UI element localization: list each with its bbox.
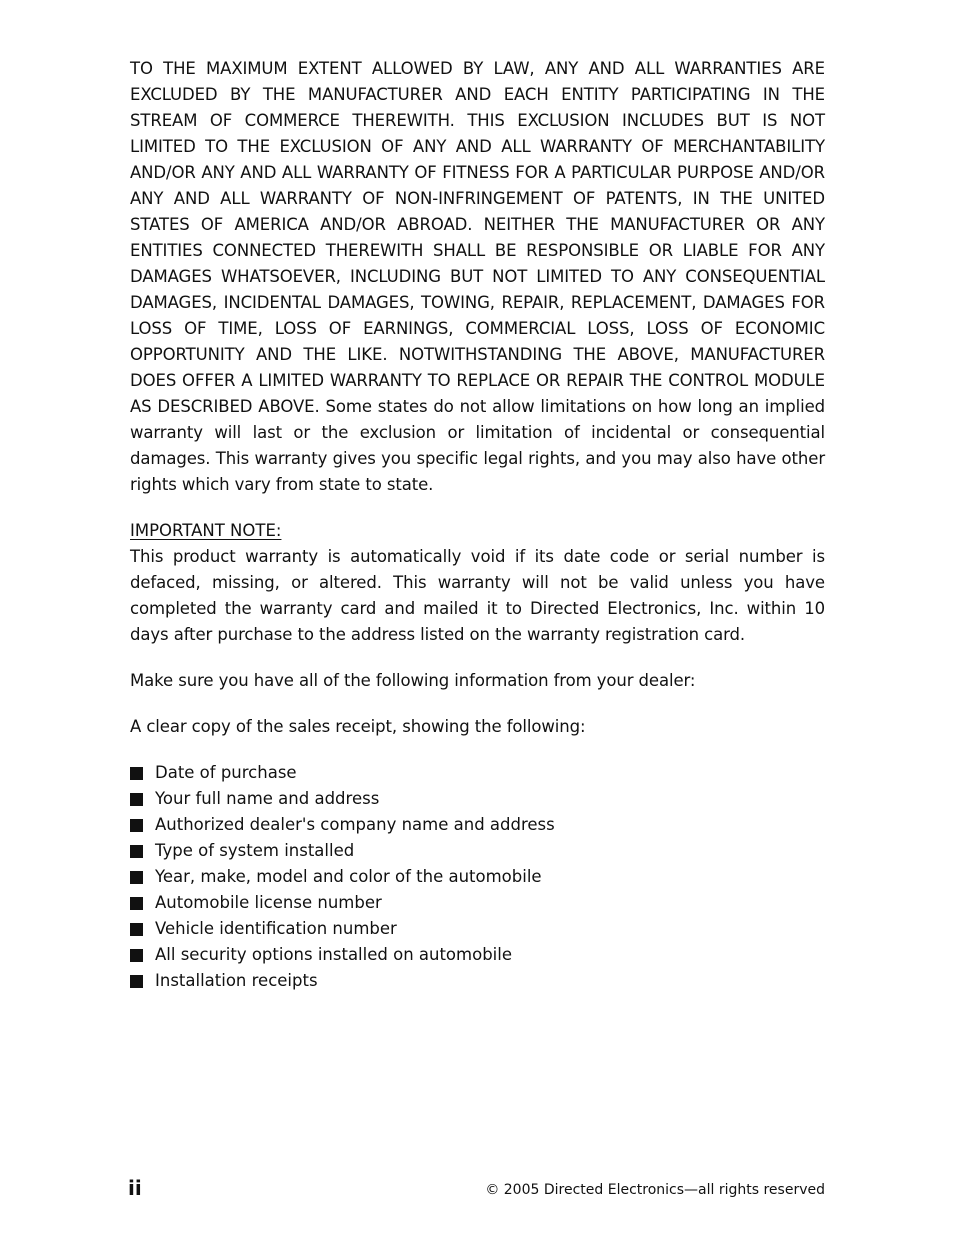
page-number: ii — [128, 1176, 142, 1200]
list-item — [130, 968, 825, 994]
list-item-label: Vehicle identification number — [155, 919, 397, 938]
list-item — [130, 864, 825, 890]
list-item — [130, 916, 825, 942]
square-bullet-icon — [130, 897, 143, 910]
receipt-checklist — [130, 760, 825, 994]
square-bullet-icon — [130, 871, 143, 884]
square-bullet-icon — [130, 819, 143, 832]
copyright-notice: © 2005 Directed Electronics—all rights reserved — [485, 1182, 825, 1198]
list-item-label: Installation receipts — [155, 971, 318, 990]
list-item-label: All security options installed on automobile — [155, 945, 512, 964]
dealer-info-paragraph: Make sure you have all of the following information from your dealer: — [130, 671, 696, 690]
list-item-label: Your full name and address — [155, 789, 380, 808]
square-bullet-icon — [130, 793, 143, 806]
list-item — [130, 942, 825, 968]
list-item-label: Automobile license number — [155, 893, 382, 912]
list-item — [130, 838, 825, 864]
receipt-intro-paragraph: A clear copy of the sales receipt, showing the following: — [130, 717, 586, 736]
important-note-heading: IMPORTANT NOTE: — [130, 521, 282, 540]
important-note-body: This product warranty is automatically void if its date code or serial number is defaced, missing, or altered. This warranty will not be valid unless you have completed the warranty card and mailed it to Directed Electronics, Inc. within 10 days after purchase to the address listed on the warranty registration card. — [130, 547, 825, 644]
square-bullet-icon — [130, 975, 143, 988]
page-content — [130, 56, 825, 994]
list-item — [130, 786, 825, 812]
list-item-label: Authorized dealer's company name and address — [155, 815, 555, 834]
square-bullet-icon — [130, 845, 143, 858]
list-item-label: Date of purchase — [155, 763, 297, 782]
list-item — [130, 760, 825, 786]
square-bullet-icon — [130, 923, 143, 936]
square-bullet-icon — [130, 767, 143, 780]
list-item-label: Year, make, model and color of the automobile — [155, 867, 542, 886]
list-item — [130, 890, 825, 916]
square-bullet-icon — [130, 949, 143, 962]
list-item-label: Type of system installed — [155, 841, 355, 860]
list-item — [130, 812, 825, 838]
warranty-exclusion-paragraph: TO THE MAXIMUM EXTENT ALLOWED BY LAW, ANY AND ALL WARRANTIES ARE EXCLUDED BY THE MANUFACTURER AND EACH ENTITY PARTICIPATING IN THE STREAM OF COMMERCE THEREWITH. THIS EXCLUSION INCLUDES BUT IS NOT LIMITED TO THE EXCLUSION OF ANY AND ALL WARRANTY OF MERCHANTABILITY AND/OR ANY AND ALL WARRANTY OF FITNESS FOR A PARTICULAR PURPOSE AND/OR ANY AND ALL WARRANTY OF NON-INFRINGEMENT OF PATENTS, IN THE UNITED STATES OF AMERICA AND/OR ABROAD. NEITHER THE MANUFACTURER OR ANY ENTITIES CONNECTED THEREWITH SHALL BE RESPONSIBLE OR LIABLE FOR ANY DAMAGES WHATSOEVER, INCLUDING BUT NOT LIMITED TO ANY CONSEQUENTIAL DAMAGES, INCIDENTAL DAMAGES, TOWING, REPAIR, REPLACEMENT, DAMAGES FOR LOSS OF TIME, LOSS OF EARNINGS, COMMERCIAL LOSS, LOSS OF ECONOMIC OPPORTUNITY AND THE LIKE. NOTWITHSTANDING THE ABOVE, MANUFACTURER DOES OFFER A LIMITED WARRANTY TO REPLACE OR REPAIR THE CONTROL MODULE AS DESCRIBED ABOVE. Some states do not allow limitations on how long an implied warranty will last or the exclusion or limitation of incidental or consequential damages. This warranty gives you specific legal rights, and you may also have other rights which vary from state to state. — [130, 59, 825, 494]
